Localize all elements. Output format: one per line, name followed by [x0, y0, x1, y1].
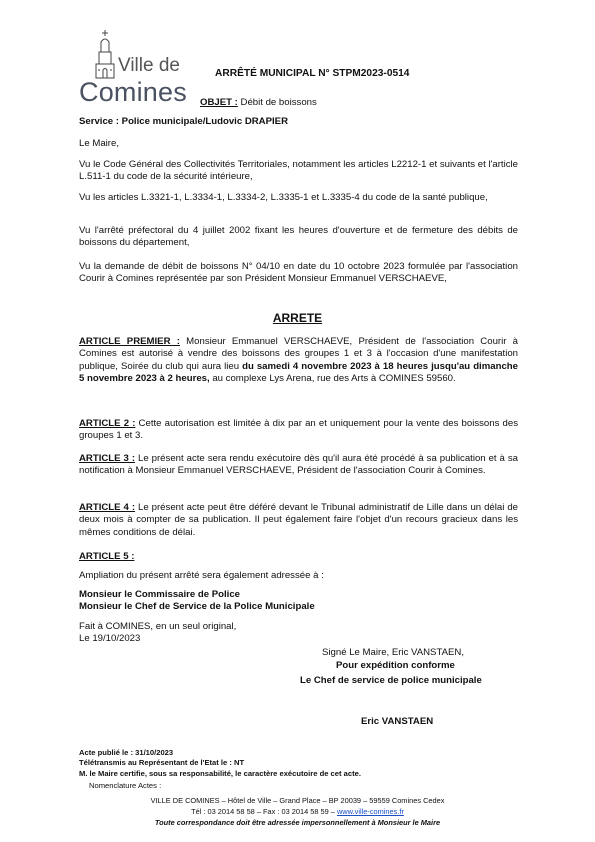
- fait-line: Fait à COMINES, en un seul original,: [79, 621, 237, 632]
- document-title: ARRÊTÉ MUNICIPAL N° STPM2023-0514: [215, 68, 410, 79]
- article-2: [79, 418, 518, 443]
- objet-label: OBJET :: [200, 97, 238, 108]
- recipient-1: Monsieur le Commissaire de Police: [79, 589, 241, 600]
- article-1-text-a: Monsieur Emmanuel VERSCHAEVE, Président de l'association Courir à Comines est autorisé à vendre des boissons des groupes 1 et 3 à l'occasion d'une manifestation publique, Soirée du club qui aura lieu: [79, 336, 518, 372]
- article-1-text-b: au complexe Lys Arena, rue des Arts à COMINES 59560.: [209, 373, 456, 385]
- recipient-2: Monsieur le Chef de Service de la Police Municipale: [79, 601, 315, 612]
- service-line: Service : Police municipale/Ludovic DRAPIER: [79, 116, 288, 127]
- logo-text-ville: Ville de: [118, 55, 180, 76]
- article-3-label: ARTICLE 3 :: [79, 453, 136, 464]
- article-1-label: ARTICLE PREMIER :: [79, 336, 180, 347]
- footer-note: Toute correspondance doit être adressée impersonnellement à Monsieur le Maire: [154, 818, 441, 827]
- date-line: Le 19/10/2023: [79, 633, 141, 644]
- article-5-label: ARTICLE 5 :: [79, 551, 135, 562]
- article-4-label: ARTICLE 4 :: [79, 502, 136, 513]
- logo-text-comines: Comines: [79, 77, 187, 107]
- vu-paragraph-3: Vu l'arrêté préfectoral du 4 juillet 2002 fixant les heures d'ouverture et de fermeture des débits de boissons du département,: [79, 225, 518, 249]
- footer-contact: [0, 807, 595, 817]
- vu-paragraph-1: Vu le Code Général des Collectivités Territoriales, notamment les articles L2212-1 et suivants et l'article L.511-1 du code de la sécurité intérieure,: [79, 159, 518, 183]
- objet-line: [200, 97, 317, 108]
- footer-address: VILLE DE COMINES – Hôtel de Ville – Grand Place – BP 20039 – 59559 Comines Cedex: [150, 796, 445, 805]
- article-2-label: ARTICLE 2 :: [79, 418, 136, 429]
- signature-line-2: Pour expédition conforme: [336, 660, 455, 671]
- salutation: Le Maire,: [79, 138, 119, 149]
- signer-name: Eric VANSTAEN: [361, 716, 434, 727]
- article-4-text: Le présent acte peut être déféré devant le Tribunal administratif de Lille dans un délai de deux mois à compter de sa publication. Il peut également faire l'objet d'un recours gracieux dans les mêmes conditions de délai.: [79, 502, 518, 538]
- article-5-text: Ampliation du présent arrêté sera également adressée à :: [79, 570, 324, 581]
- meta-nomenclature: Nomenclature Actes :: [89, 781, 162, 790]
- article-3-text: Le présent acte sera rendu exécutoire dès qu'il aura été procédé à sa publication et à sa notification à Monsieur Emmanuel VERSCHAEVE, Président de l'association Courir à Comines.: [79, 453, 518, 477]
- meta-transmitted: Télétransmis au Représentant de l'Etat le : NT: [79, 758, 245, 767]
- meta-certification: M. le Maire certifie, sous sa responsabilité, le caractère exécutoire de cet acte.: [79, 769, 361, 778]
- signature-line-3: Le Chef de service de police municipale: [300, 675, 482, 686]
- article-1: [79, 336, 518, 386]
- vu-paragraph-4: Vu la demande de débit de boissons N° 04/10 en date du 10 octobre 2023 formulée par l'association Courir à Comines représentée par son Président Monsieur Emmanuel VERSCHAEVE,: [79, 261, 518, 285]
- article-3: [79, 453, 518, 478]
- article-2-text: Cette autorisation est limitée à dix par an et uniquement pour la vente des boissons des groupes 1 et 3.: [79, 418, 518, 442]
- article-1-dates: du samedi 4 novembre 2023 à 18 heures jusqu'au dimanche 5 novembre 2023 à 2 heures,: [79, 360, 518, 385]
- meta-published: Acte publié le : 31/10/2023: [79, 748, 174, 757]
- signature-line-1: Signé Le Maire, Eric VANSTAEN,: [322, 647, 464, 658]
- website-link[interactable]: www.ville-comines.fr: [336, 807, 404, 816]
- arrete-heading: ARRETE: [272, 311, 323, 325]
- article-4: [79, 502, 518, 539]
- footer-phone: Tél : 03 2014 58 58 – Fax : 03 2014 58 59 –: [191, 807, 337, 816]
- objet-text: Débit de boissons: [237, 97, 317, 108]
- article-5-label-line: [79, 551, 518, 563]
- vu-paragraph-2: Vu les articles L.3321-1, L.3334-1, L.3334-2, L.3335-1 et L.3335-4 du code de la santé publique,: [79, 192, 488, 203]
